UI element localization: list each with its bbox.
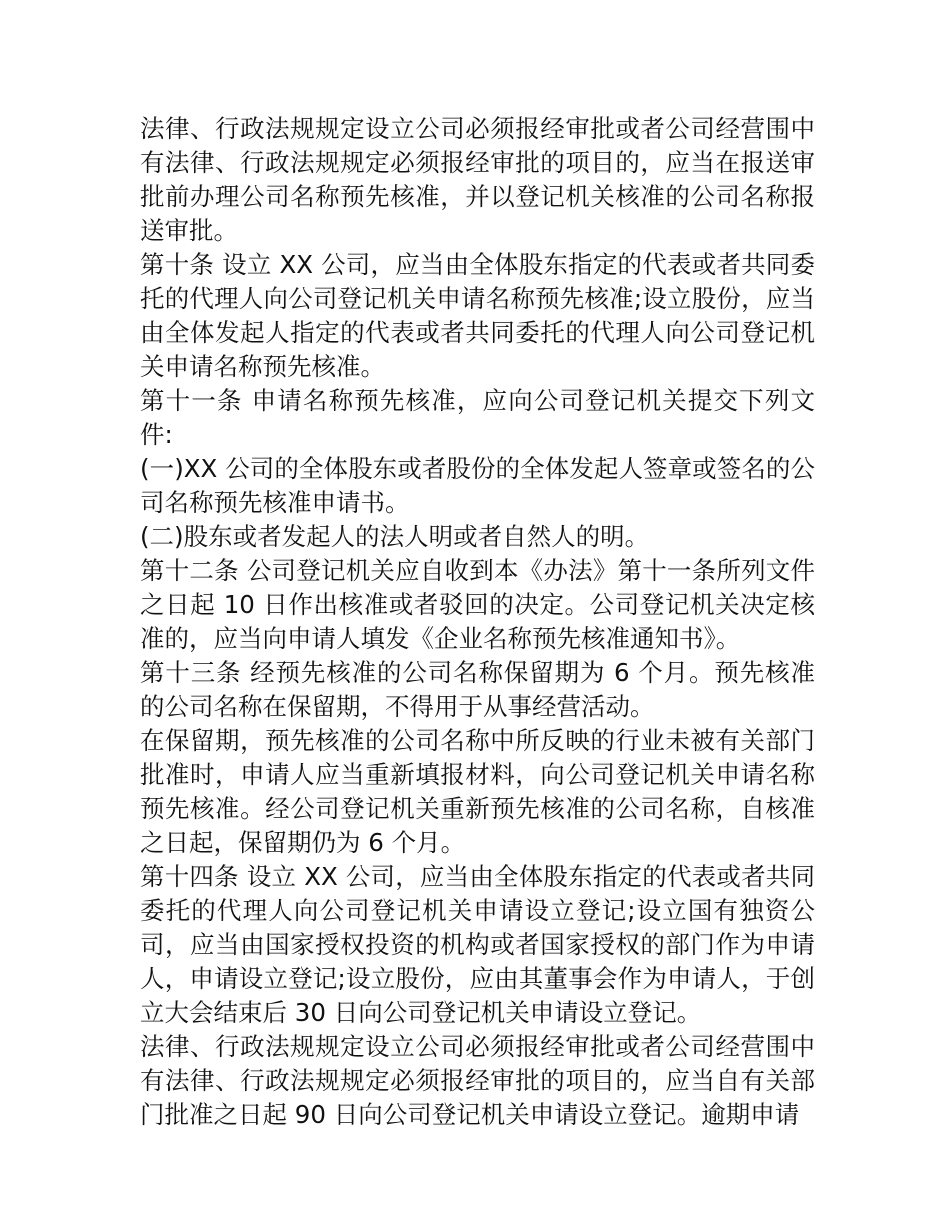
- paragraph-article-11-item-1: (一)XX 公司的全体股东或者股份的全体发起人签章或签名的公司名称预先核准申请书。: [140, 454, 815, 517]
- paragraph-article-14: 第十四条 设立 XX 公司，应当由全体股东指定的代表或者共同委托的代理人向公司登记机关申请设立登记;设立国有独资公司，应当由国家授权投资的机构或者国家授权的部门作为申请人，申请设立登记;设立股份，应由其董事会作为申请人，于创立大会结束后 30 日向公司登记机关申请设立登记。: [140, 862, 815, 1027]
- paragraph-article-11: 第十一条 申请名称预先核准，应向公司登记机关提交下列文件:: [140, 386, 815, 449]
- document-body: [140, 112, 815, 1132]
- paragraph-article-13: 第十三条 经预先核准的公司名称保留期为 6 个月。预先核准的公司名称在保留期，不得用于从事经营活动。: [140, 658, 815, 721]
- paragraph-article-13-retention: 在保留期，预先核准的公司名称中所反映的行业未被有关部门批准时，申请人应当重新填报材料，向公司登记机关申请名称预先核准。经公司登记机关重新预先核准的公司名称，自核准之日起，保留期仍为 6 个月。: [140, 726, 815, 857]
- paragraph-approval-before-registration: 法律、行政法规规定设立公司必须报经审批或者公司经营围中有法律、行政法规规定必须报经审批的项目的，应当在报送审批前办理公司名称预先核准，并以登记机关核准的公司名称报送审批。: [140, 114, 815, 245]
- paragraph-article-10: 第十条 设立 XX 公司，应当由全体股东指定的代表或者共同委托的代理人向公司登记机关申请名称预先核准;设立股份，应当由全体发起人指定的代表或者共同委托的代理人向公司登记机关申请名称预先核准。: [140, 250, 815, 381]
- paragraph-article-14-approval: 法律、行政法规规定设立公司必须报经审批或者公司经营围中有法律、行政法规规定必须报经审批的项目的，应当自有关部门批准之日起 90 日向公司登记机关申请设立登记。逾期申请: [140, 1032, 815, 1129]
- paragraph-article-12: 第十二条 公司登记机关应自收到本《办法》第十一条所列文件之日起 10 日作出核准或者驳回的决定。公司登记机关决定核准的，应当向申请人填发《企业名称预先核准通知书》。: [140, 556, 815, 653]
- paragraph-article-11-item-2: (二)股东或者发起人的法人明或者自然人的明。: [140, 522, 650, 551]
